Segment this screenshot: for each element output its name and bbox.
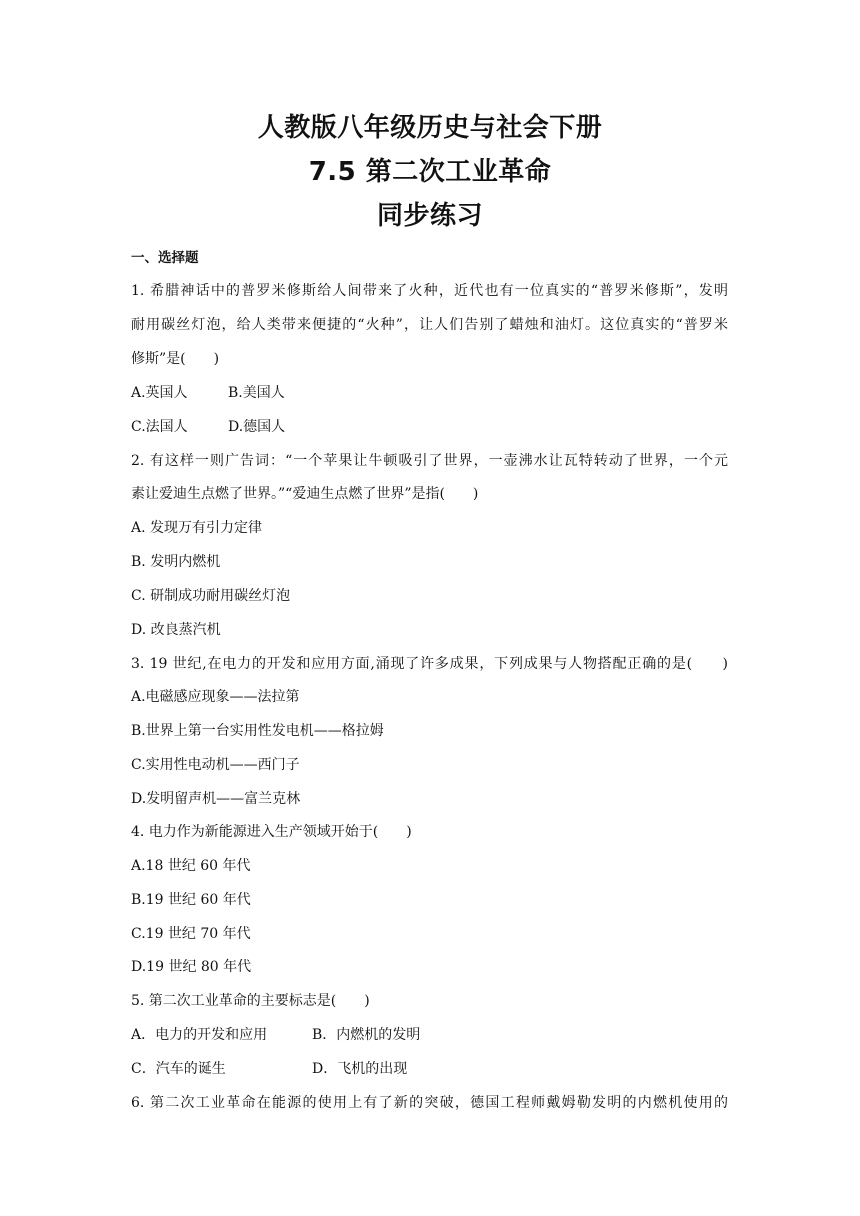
question-4-option-d[interactable]: D.19 世纪 80 年代 [131, 959, 252, 975]
question-1-option-c[interactable]: C.法国人 [131, 419, 188, 435]
question-3-option-b[interactable]: B.世界上第一台实用性发电机——格拉姆 [131, 723, 384, 739]
question-5-stem: 5. 第二次工业革命的主要标志是( ) [131, 993, 370, 1009]
question-4-stem: 4. 电力作为新能源进入生产领域开始于( ) [131, 824, 412, 840]
question-5-option-b[interactable]: B．内燃机的发明 [312, 1027, 421, 1043]
question-2-option-a[interactable]: A. 发现万有引力定律 [131, 520, 263, 536]
question-3-stem: 3. 19 世纪,在电力的开发和应用方面,涌现了许多成果，下列成果与人物搭配正确的是( ) [131, 656, 728, 672]
question-1-option-d[interactable]: D.德国人 [228, 419, 286, 435]
document-subtitle: 7.5 第二次工业革命 [308, 157, 552, 187]
question-3-option-c[interactable]: C.实用性电动机——西门子 [131, 757, 300, 773]
question-6-stem: 6. 第二次工业革命在能源的使用上有了新的突破，德国工程师戴姆勒发明的内燃机使用的 [131, 1095, 728, 1111]
document-title: 人教版八年级历史与社会下册 [257, 113, 603, 143]
question-5-options-row-1 [131, 1025, 420, 1045]
question-1-options-row-1 [131, 383, 285, 403]
question-3-option-d[interactable]: D.发明留声机——富兰克林 [131, 791, 301, 807]
question-4-option-a[interactable]: A.18 世纪 60 年代 [131, 858, 251, 874]
question-2-option-b[interactable]: B. 发明内燃机 [131, 554, 221, 570]
question-1-stem-line-3: 修斯”是( ) [131, 351, 220, 367]
section-heading: 一、选择题 [131, 250, 199, 266]
question-5-option-a[interactable]: A．电力的开发和应用 [131, 1027, 268, 1043]
question-1-option-b[interactable]: B.美国人 [228, 385, 285, 401]
question-3-option-a[interactable]: A.电磁感应现象——法拉第 [131, 689, 300, 705]
question-1-option-a[interactable]: A.英国人 [131, 385, 188, 401]
question-1-options-row-2 [131, 417, 285, 437]
question-2-stem-line-2: 素让爱迪生点燃了世界。”“爱迪生点燃了世界”是指( ) [131, 486, 479, 502]
question-5-options-row-2 [131, 1059, 407, 1079]
question-4-option-b[interactable]: B.19 世纪 60 年代 [131, 892, 251, 908]
question-1-stem-line-2: 耐用碳丝灯泡，给人类带来便捷的“火种”，让人们告别了蜡烛和油灯。这位真实的“普罗米 [131, 317, 728, 333]
question-1-stem-line-1: 1. 希腊神话中的普罗米修斯给人间带来了火种，近代也有一位真实的“普罗米修斯”，发明 [131, 283, 728, 299]
question-2-stem-line-1: 2. 有这样一则广告词：“一个苹果让牛顿吸引了世界，一壶沸水让瓦特转动了世界，一个元 [131, 453, 728, 469]
question-5-option-d[interactable]: D．飞机的出现 [312, 1061, 408, 1077]
question-5-option-c[interactable]: C．汽车的诞生 [131, 1061, 226, 1077]
question-4-option-c[interactable]: C.19 世纪 70 年代 [131, 926, 251, 942]
question-2-option-d[interactable]: D. 改良蒸汽机 [131, 622, 221, 638]
document-subtitle-exercise: 同步练习 [376, 201, 483, 231]
question-2-option-c[interactable]: C. 研制成功耐用碳丝灯泡 [131, 588, 291, 604]
